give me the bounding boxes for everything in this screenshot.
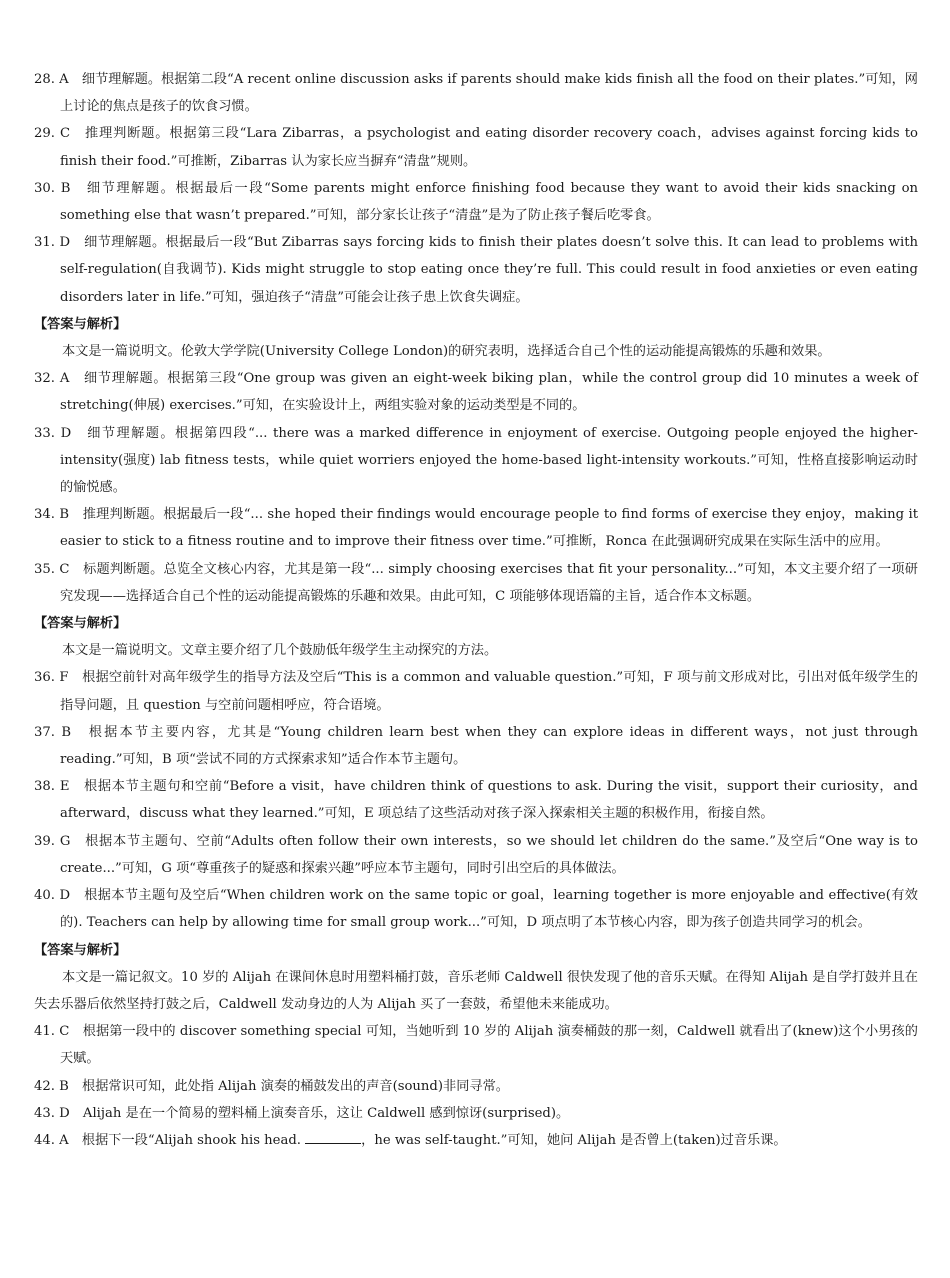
answer-explanation: 细节理解题。根据第三段“One group was given an eight-week biking plan，while the control group did 10 minutes a week of stretching(伸展) exercises.”可知，在实验设计上，两组实验对象的运动类型是不同的。 xyxy=(60,371,918,414)
answer-number: 35. C xyxy=(34,561,70,577)
answer-explanation: 根据本节主题句和空前“Before a visit，have children think of questions to ask. During the visit，support their curiosity，and afterward，discuss what they learned.”可知，E 项总结了这些活动对孩子深入探索相关主题的积极作用，衔接自然。 xyxy=(60,779,918,822)
answer-item-34 xyxy=(34,501,918,555)
answer-explanation: 推理判断题。根据第三段“Lara Zibarras，a psychologist and eating disorder recovery coach，advises against forcing kids to finish their food.”可推断，Zibarras 认为家长应当摒弃“清盘”规则。 xyxy=(60,126,918,169)
answer-item-37 xyxy=(34,719,918,773)
section-header: 【答案与解析】 xyxy=(34,616,127,632)
answer-explanation: 推理判断题。根据最后一段“... she hoped their findings would encourage people to find forms of exercise they enjoy，making it easier to stick to a fitness routine and to improve their fitness over time.”可推断，Ronca 在此强调研究成果在实际生活中的应用。 xyxy=(60,507,919,550)
answer-number: 43. D xyxy=(34,1105,70,1121)
answer-item-44 xyxy=(34,1127,918,1154)
passage-summary: 本文是一篇说明文。文章主要介绍了几个鼓励低年级学生主动探究的方法。 xyxy=(62,643,498,659)
answer-explanation: 标题判断题。总览全文核心内容，尤其是第一段“... simply choosing exercises that fit your personality...”可知，本文主要介绍了一项研究发现——选择适合自己个性的运动能提高锻炼的乐趣和效果。由此可知，C 项能够体现语篇的主旨，适合作本文标题。 xyxy=(60,561,918,604)
answer-item-43 xyxy=(34,1100,918,1127)
answer-number: 32. A xyxy=(34,371,70,387)
answer-number: 40. D xyxy=(34,888,71,904)
answer-explanation: 根据本节主要内容，尤其是“Young children learn best when they can explore ideas in different ways，not just through reading.”可知，B 项“尝试不同的方式探索求知”适合作本节主题句。 xyxy=(60,724,918,768)
answer-item-42 xyxy=(34,1073,918,1100)
answer-explanation: 根据本节主题句、空前“Adults often follow their own interests，so we should let children do the same.”及空后“One way is to create...”可知，G 项“尊重孩子的疑惑和探索兴趣”呼应本节主题句，同时引出空后的具体做法。 xyxy=(60,833,918,876)
answer-number: 38. E xyxy=(34,779,70,795)
answer-number: 28. A xyxy=(34,72,69,87)
fill-in-blank xyxy=(305,1131,361,1144)
answer-item-33 xyxy=(34,420,918,502)
answer-item-30 xyxy=(34,175,918,229)
answers-32-35 xyxy=(34,365,918,610)
answers-36-40 xyxy=(34,664,918,936)
answer-explanation: 根据常识可知，此处指 Alijah 演奏的桶鼓发出的声音(sound)非同寻常。 xyxy=(68,1078,509,1094)
answer-item-40 xyxy=(34,882,918,936)
passage-summary: 本文是一篇说明文。伦敦大学学院(University College London)的研究表明，选择适合自己个性的运动能提高锻炼的乐趣和效果。 xyxy=(62,344,831,360)
answer-number: 41. C xyxy=(34,1024,70,1040)
answer-page xyxy=(34,66,918,1154)
answer-number: 44. A xyxy=(34,1132,69,1148)
answers-28-31 xyxy=(34,66,918,311)
answer-explanation: 细节理解题。根据第四段“... there was a marked difference in enjoyment of exercise. Outgoing people enjoyed the higher-intensity(强度) lab fitness tests，while quiet worriers enjoyed the home-based light-intensity workouts.”可知，性格直接影响运动时的愉悦感。 xyxy=(60,425,918,496)
answer-explanation: 根据空前针对高年级学生的指导方法及空后“This is a common and valuable question.”可知，F 项与前文形成对比，引出对低年级学生的指导问题，且 question 与空前问题相呼应，符合语境。 xyxy=(60,670,918,713)
answer-explanation: Alijah 是在一个简易的塑料桶上演奏音乐，这让 Caldwell 感到惊讶(surprised)。 xyxy=(69,1105,570,1121)
passage-summary: 本文是一篇记叙文。10 岁的 Alijah 在课间休息时用塑料桶打鼓，音乐老师 Caldwell 很快发现了他的音乐天赋。在得知 Alijah 是自学打鼓并且在失去乐器后依然坚持打鼓之后，Caldwell 发动身边的人为 Alijah 买了一套鼓，希望他未来能成功。 xyxy=(34,969,918,1012)
section-header: 【答案与解析】 xyxy=(34,316,127,332)
answer-number: 33. D xyxy=(34,425,72,441)
answer-item-28 xyxy=(34,66,918,120)
answer-number: 31. D xyxy=(34,235,71,251)
answer-explanation: 细节理解题。根据第二段“A recent online discussion asks if parents should make kids finish all the food on their plates.”可知，网上讨论的焦点是孩子的饮食习惯。 xyxy=(60,72,918,115)
answer-item-31 xyxy=(34,229,918,311)
answer-explanation: 根据下一段“Alijah shook his head. xyxy=(68,1132,306,1148)
answer-number: 36. F xyxy=(34,670,69,686)
answer-explanation: 根据本节主题句及空后“When children work on the same topic or goal，learning together is more enjoyable and effective(有效的). Teachers can help by allowing time for small group work...”可知，D 项点明了本节核心内容，即为孩子创造共同学习的机会。 xyxy=(60,888,918,931)
answer-number: 30. B xyxy=(34,180,71,196)
answer-explanation: 细节理解题。根据最后一段“But Zibarras says forcing kids to finish their plates doesn’t solve this. It can lead to problems with self-regulation(自我调节). Kids might struggle to stop eating once they’re full. This could result in food anxieties or even eating disorders later in life.”可知，强迫孩子“清盘”可能会让孩子患上饮食失调症。 xyxy=(60,235,918,305)
answer-number: 39. G xyxy=(34,833,71,849)
answers-41-44 xyxy=(34,1018,918,1154)
answer-number: 29. C xyxy=(34,126,71,142)
answer-number: 42. B xyxy=(34,1078,69,1094)
answer-item-39 xyxy=(34,828,918,882)
answer-explanation: 根据第一段中的 discover something special 可知，当她听到 10 岁的 Alijah 演奏桶鼓的那一刻，Caldwell 就看出了(knew)这个小男孩的天赋。 xyxy=(60,1024,918,1067)
answer-item-36 xyxy=(34,664,918,718)
section-header: 【答案与解析】 xyxy=(34,942,127,958)
answer-explanation-cont: ，he was self-taught.”可知，她问 Alijah 是否曾上(taken)过音乐课。 xyxy=(361,1132,787,1148)
answer-explanation: 细节理解题。根据最后一段“Some parents might enforce finishing food because they want to avoid their kids snacking on something else that wasn’t prepared.”可知，部分家长让孩子“清盘”是为了防止孩子餐后吃零食。 xyxy=(60,180,919,224)
answer-item-41 xyxy=(34,1018,918,1072)
answer-item-35 xyxy=(34,556,918,610)
answer-number: 34. B xyxy=(34,507,70,523)
answer-item-38 xyxy=(34,773,918,827)
answer-item-29 xyxy=(34,120,918,174)
answer-item-32 xyxy=(34,365,918,419)
answer-number: 37. B xyxy=(34,724,72,740)
